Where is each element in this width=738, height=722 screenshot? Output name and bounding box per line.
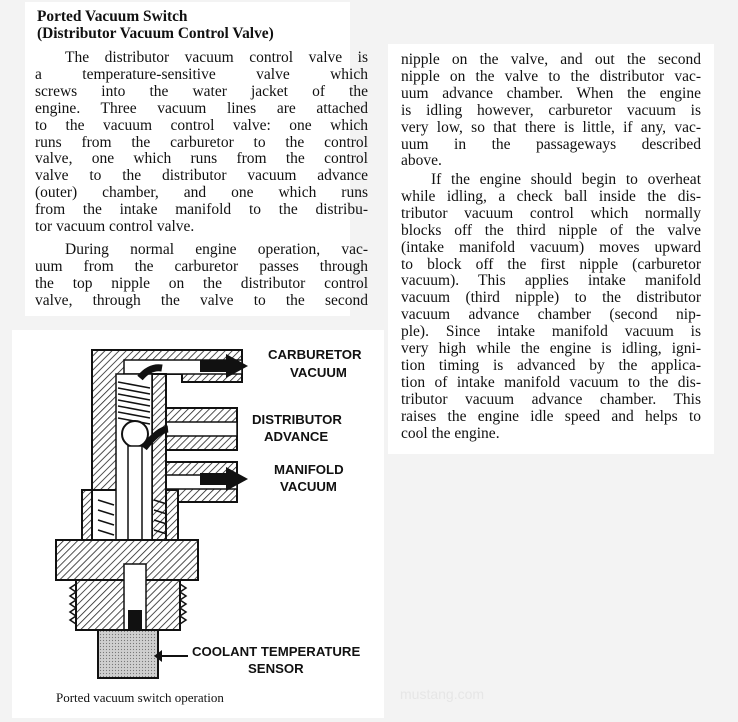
- paragraph-2: [35, 242, 368, 310]
- text-line: tor vacuum control valve.: [35, 218, 195, 236]
- text-line: vacuum advance chamber (second nip-: [401, 306, 701, 324]
- label-carburetor-1: CARBURETOR: [268, 347, 362, 362]
- text-line: (outer) chamber, and one which runs: [35, 184, 368, 202]
- heading-line-2: (Distributor Vacuum Control Valve): [37, 25, 274, 42]
- label-manifold-2: VACUUM: [280, 479, 337, 494]
- paragraph-4: [401, 172, 701, 443]
- text-line: while idling, a check ball inside the dis-: [401, 187, 701, 205]
- text-line: tion of intake manifold vacuum to the dis-: [401, 373, 701, 391]
- text-line: vacuum). This applies intake manifold: [401, 272, 701, 290]
- text-line: The distributor vacuum control valve is: [65, 49, 368, 66]
- text-line: the top nipple on the distributor control: [35, 274, 368, 292]
- text-line: very low, so that there is little, if any, vac-: [401, 118, 701, 136]
- middle-nipple-channel: [162, 422, 237, 436]
- text-line: (intake manifold vacuum) moves upward: [401, 238, 701, 256]
- label-manifold-1: MANIFOLD: [274, 462, 344, 477]
- body-right-wall: [152, 374, 166, 564]
- text-line: from the intake manifold to the distribu-: [35, 201, 368, 219]
- label-coolant-1: COOLANT TEMPERATURE: [192, 644, 361, 659]
- heading-line-1: Ported Vacuum Switch: [37, 8, 188, 25]
- text-line: During normal engine operation, vac-: [65, 241, 368, 258]
- watermark-text: mustang.com: [400, 686, 485, 702]
- text-line: tion timing is advanced by the applica-: [401, 356, 701, 374]
- label-distributor-2: ADVANCE: [264, 429, 329, 444]
- text-line: raises the engine idle speed and helps to: [401, 407, 701, 425]
- text-line: nipple on the valve to the distributor vac-: [401, 67, 701, 85]
- sensor-cup: [98, 630, 158, 678]
- text-line: to the vacuum control valve: one which: [35, 116, 368, 134]
- text-line: If the engine should begin to overheat: [431, 171, 701, 188]
- paragraph-3: [401, 52, 701, 170]
- text-line: valve, one which runs from the control: [35, 150, 368, 168]
- text-line: blocks off the third nipple of the valve: [401, 221, 701, 239]
- left-text-panel: [25, 2, 368, 316]
- text-line: uum in the passageways described: [401, 135, 701, 153]
- text-line: is idling however, carburetor vacuum is: [401, 101, 701, 119]
- text-line: tributor vacuum control which normally: [401, 204, 701, 222]
- text-line: uum advance chamber. When the engine: [401, 84, 701, 102]
- label-carburetor-2: VACUUM: [290, 365, 347, 380]
- text-line: screws into the water jacket of the: [35, 82, 368, 100]
- text-line: very high while the engine is idling, igni-: [401, 340, 701, 358]
- text-line: runs from the carburetor to the control: [35, 133, 368, 151]
- text-line: valve, through the valve to the second: [35, 291, 368, 309]
- figure-panel: [12, 330, 384, 718]
- text-line: cool the engine.: [401, 424, 500, 442]
- text-line: nipple on the valve, and out the second: [401, 51, 701, 68]
- text-line: ple). Since intake manifold vacuum is: [401, 323, 701, 341]
- figure-caption: Ported vacuum switch operation: [56, 690, 224, 705]
- text-line: uum from the carburetor passes through: [35, 257, 368, 275]
- text-line: vacuum (third nipple) to the distributor: [401, 289, 701, 307]
- vacuum-switch-diagram: [12, 330, 384, 718]
- text-line: to block off the first nipple (carburetor: [401, 255, 701, 273]
- text-line: above.: [401, 152, 442, 170]
- label-distributor-1: DISTRIBUTOR: [252, 412, 342, 427]
- label-coolant-2: SENSOR: [248, 661, 304, 676]
- text-line: tributor vacuum advance chamber. This: [401, 390, 701, 408]
- text-line: a temperature-sensitive valve which: [35, 65, 368, 83]
- right-text-panel: [388, 44, 714, 454]
- text-line: valve to the distributor vacuum advance: [35, 167, 368, 185]
- paragraph-1: [35, 50, 368, 236]
- article-heading: [37, 8, 274, 42]
- text-line: engine. Three vacuum lines are attached: [35, 99, 368, 117]
